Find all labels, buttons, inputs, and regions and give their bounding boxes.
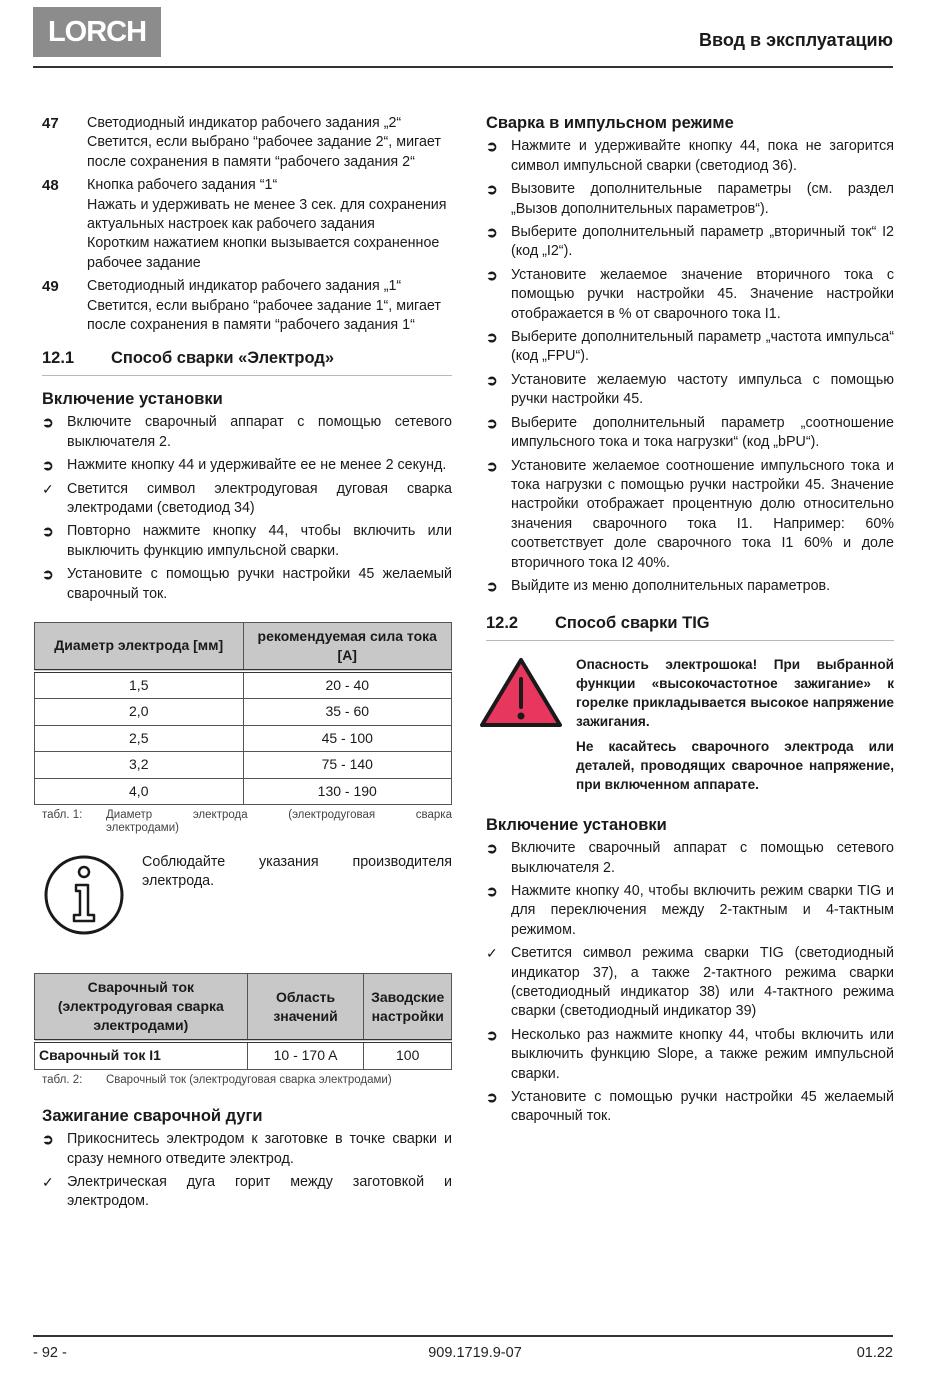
table-row — [35, 778, 452, 804]
step-text: Установите с помощью ручки настройки 45 желаемый сварочный ток. — [511, 1089, 894, 1125]
arrow-icon: ➲ — [486, 329, 498, 346]
pulse-steps — [486, 137, 894, 596]
step-item — [42, 456, 452, 475]
table-header: Диаметр электрода [мм] — [35, 622, 244, 671]
caption-text-cont: электродами) — [106, 821, 179, 834]
step-item — [486, 882, 894, 940]
table-cell: 20 - 40 — [243, 671, 452, 699]
step-text: Светится символ электродуговая дуговая сварка электродами (светодиод 34) — [67, 480, 452, 516]
step-text: Включите сварочный аппарат с помощью сетевого выключателя 2. — [67, 414, 452, 450]
step-item — [486, 223, 894, 262]
section-title: Способ сварки TIG — [555, 614, 710, 633]
arrow-icon: ➲ — [486, 1089, 498, 1106]
step-text: Выберите дополнительный параметр „вторичный ток“ I2 (код „I2“). — [511, 224, 894, 260]
arrow-icon: ➲ — [486, 1026, 498, 1043]
arrow-icon: ➲ — [486, 577, 498, 594]
arrow-icon: ➲ — [42, 1131, 54, 1148]
item-number: 48 — [42, 177, 59, 195]
arrow-icon: ➲ — [486, 371, 498, 388]
step-item — [486, 414, 894, 453]
electrode-diameter-table — [34, 622, 452, 805]
step-item — [486, 577, 894, 596]
item-line: Светодиодный индикатор рабочего задания „1“ — [87, 278, 402, 295]
numbered-item — [42, 277, 452, 335]
section-title: Способ сварки «Электрод» — [111, 349, 334, 368]
step-item — [486, 839, 894, 878]
table-cell: 3,2 — [35, 752, 244, 778]
step-item — [42, 565, 452, 604]
table-row — [35, 699, 452, 725]
step-item — [42, 480, 452, 519]
table-row — [35, 671, 452, 699]
warning-triangle-icon — [478, 655, 576, 800]
numbered-item — [42, 176, 452, 273]
check-icon: ✓ — [486, 945, 498, 962]
subheading-arc-ignition: Зажигание сварочной дуги — [42, 1106, 263, 1125]
welding-current-table — [34, 973, 452, 1069]
table-cell: 100 — [364, 1041, 452, 1069]
caption-text: Сварочный ток (электродуговая сварка электродами) — [106, 1073, 392, 1086]
arc-steps — [42, 1130, 452, 1212]
table-caption — [42, 809, 452, 835]
step-item — [42, 522, 452, 561]
table-header: Область значений — [247, 974, 364, 1042]
step-text: Выберите дополнительный параметр „соотношение импульсного тока и тока нагрузки“ (код „bPU“). — [511, 414, 894, 451]
item-number: 49 — [42, 278, 59, 296]
section-heading-12-1 — [42, 349, 452, 375]
table-cell: 4,0 — [35, 778, 244, 804]
table-cell: 45 - 100 — [243, 725, 452, 751]
info-text: Соблюдайте указания производителя электрода. — [142, 853, 452, 890]
page-header-title: Ввод в эксплуатацию — [699, 30, 893, 50]
arrow-icon: ➲ — [42, 566, 54, 583]
table-cell: Сварочный ток I1 — [35, 1041, 248, 1069]
step-text: Установите желаемое соотношение импульсного тока и тока нагрузки с помощью ручки настройки 45. Значение настройки отображает процентную долю относительно значения сварочного тока I1. Например: 60% соответствует доле сварочного тока I1 60% и доле вторичного тока I2 40%. — [511, 457, 894, 571]
step-text: Светится символ режима сварки TIG (светодиодный индикатор 37), а также 2-тактного режима сварки (светодиодный индикатор 38) или 4-тактного режима сварки (светодиодный индикатор 39) — [511, 945, 894, 1020]
step-item — [486, 457, 894, 573]
step-text: Повторно нажмите кнопку 44, чтобы включить или выключить функцию импульсной сварки. — [67, 523, 452, 559]
item-line: Коротким нажатием кнопки вызывается сохраненное рабочее задание — [87, 235, 440, 271]
step-text: Несколько раз нажмите кнопку 44, чтобы включить или выключить функцию Slope, а также режим импульсной сварки. — [511, 1026, 894, 1082]
step-item — [486, 180, 894, 219]
table-row — [35, 1041, 452, 1069]
right-column — [486, 114, 894, 1131]
warning-text: Опасность электрошока! При выбранной функции «высокочастотное зажигание» к горелке прикладывается высокое напряжение зажигания. — [576, 656, 894, 729]
step-item — [486, 1088, 894, 1127]
info-note — [42, 853, 452, 943]
arrow-icon: ➲ — [486, 882, 498, 899]
table-cell: 130 - 190 — [243, 778, 452, 804]
left-column — [39, 114, 452, 1216]
step-item — [42, 1130, 452, 1169]
arrow-icon: ➲ — [42, 414, 54, 431]
check-icon: ✓ — [42, 480, 54, 497]
subheading-startup: Включение установки — [42, 389, 223, 408]
item-number: 47 — [42, 115, 59, 132]
step-text: Выберите дополнительный параметр „частота импульса“ (код „FPU“). — [511, 329, 894, 365]
step-item — [486, 266, 894, 324]
arrow-icon: ➲ — [486, 138, 498, 155]
table-cell: 10 - 170 A — [247, 1041, 364, 1069]
check-icon: ✓ — [42, 1174, 54, 1190]
step-item — [486, 371, 894, 410]
table-row — [35, 725, 452, 751]
subheading-startup: Включение установки — [486, 815, 667, 834]
arrow-icon: ➲ — [486, 414, 498, 431]
table-cell: 35 - 60 — [243, 699, 452, 725]
table-cell: 2,0 — [35, 699, 244, 725]
step-item — [42, 413, 452, 452]
section-heading-12-2 — [486, 614, 894, 640]
arrow-icon: ➲ — [486, 840, 498, 857]
step-text: Выйдите из меню дополнительных параметров. — [511, 577, 831, 594]
step-text: Установите желаемое значение вторичного тока с помощью ручки настройки 45. Значение настройки отображается в % от сварочного тока I1. — [511, 266, 894, 322]
caption-text: Диаметр электрода (электродуговая сварка — [106, 808, 452, 821]
subheading-pulse-welding: Сварка в импульсном режиме — [486, 114, 734, 132]
arrow-icon: ➲ — [42, 457, 54, 474]
section-number: 12.1 — [42, 349, 75, 368]
table-cell: 2,5 — [35, 725, 244, 751]
arrow-icon: ➲ — [486, 266, 498, 283]
caption-label: табл. 2: — [42, 1073, 83, 1086]
step-item — [42, 1173, 452, 1212]
table-cell: 75 - 140 — [243, 752, 452, 778]
danger-warning — [486, 655, 894, 800]
step-item — [486, 944, 894, 1022]
warning-text: Не касайтесь сварочного электрода или деталей, проводящих сварочное напряжение, при включенном аппарате. — [576, 738, 894, 792]
caption-label: табл. 1: — [42, 808, 83, 821]
step-text: Электрическая дуга горит между заготовкой и электродом. — [67, 1174, 452, 1210]
page-number: - 92 - — [33, 1345, 67, 1361]
step-text: Вызовите дополнительные параметры (см. раздел „Вызов дополнительных параметров“). — [511, 181, 894, 217]
table-header: Заводские настройки — [364, 974, 452, 1042]
step-text: Установите с помощью ручки настройки 45 желаемый сварочный ток. — [67, 566, 452, 602]
step-item — [486, 137, 894, 176]
step-text: Прикоснитесь электродом к заготовке в точке сварки и сразу немного отведите электрод. — [67, 1131, 452, 1167]
step-text: Включите сварочный аппарат с помощью сетевого выключателя 2. — [511, 840, 894, 876]
item-line: Светодиодный индикатор рабочего задания „2“ — [87, 115, 402, 131]
arrow-icon: ➲ — [486, 224, 498, 241]
item-line: Светится, если выбрано “рабочее задание 2“, мигает после сохранения в памяти “рабочего задания 2“ — [87, 134, 441, 170]
numbered-list — [42, 114, 452, 335]
footer-divider — [33, 1335, 893, 1337]
section-number: 12.2 — [486, 614, 519, 633]
table-caption — [42, 1074, 452, 1087]
step-text: Нажмите кнопку 44 и удерживайте ее не менее 2 секунд. — [67, 457, 447, 474]
table-row — [35, 752, 452, 778]
tig-startup-steps — [486, 839, 894, 1127]
document-date: 01.22 — [856, 1345, 893, 1361]
arrow-icon: ➲ — [486, 457, 498, 474]
startup-steps — [42, 413, 452, 604]
item-line: Светится, если выбрано “рабочее задание 1“, мигает после сохранения в памяти “рабочего задания 1“ — [87, 297, 441, 334]
arrow-icon: ➲ — [486, 181, 498, 198]
step-text: Установите желаемую частоту импульса с помощью ручки настройки 45. — [511, 371, 894, 408]
table-cell: 1,5 — [35, 671, 244, 699]
step-item — [486, 328, 894, 367]
table-header: рекомендуемая сила тока [A] — [243, 622, 452, 671]
step-text: Нажмите и удерживайте кнопку 44, пока не загорится символ импульсной сварки (светодиод 36). — [511, 138, 894, 174]
numbered-item — [42, 114, 452, 172]
header-divider — [33, 66, 893, 68]
document-number: 909.1719.9-07 — [428, 1345, 522, 1361]
item-line: Нажать и удерживать не менее 3 сек. для сохранения актуальных настроек как рабочего задания — [87, 196, 447, 233]
table-header: Сварочный ток (электродуговая сварка электродами) — [35, 974, 248, 1042]
step-item — [486, 1026, 894, 1084]
info-icon — [42, 853, 142, 943]
item-line: Кнопка рабочего задания “1“ — [87, 177, 278, 194]
step-text: Нажмите кнопку 40, чтобы включить режим сварки TIG и для переключения между 2-тактным и 4-тактным режимом. — [511, 882, 894, 938]
lorch-logo: LORCH — [33, 7, 161, 57]
arrow-icon: ➲ — [42, 523, 54, 540]
